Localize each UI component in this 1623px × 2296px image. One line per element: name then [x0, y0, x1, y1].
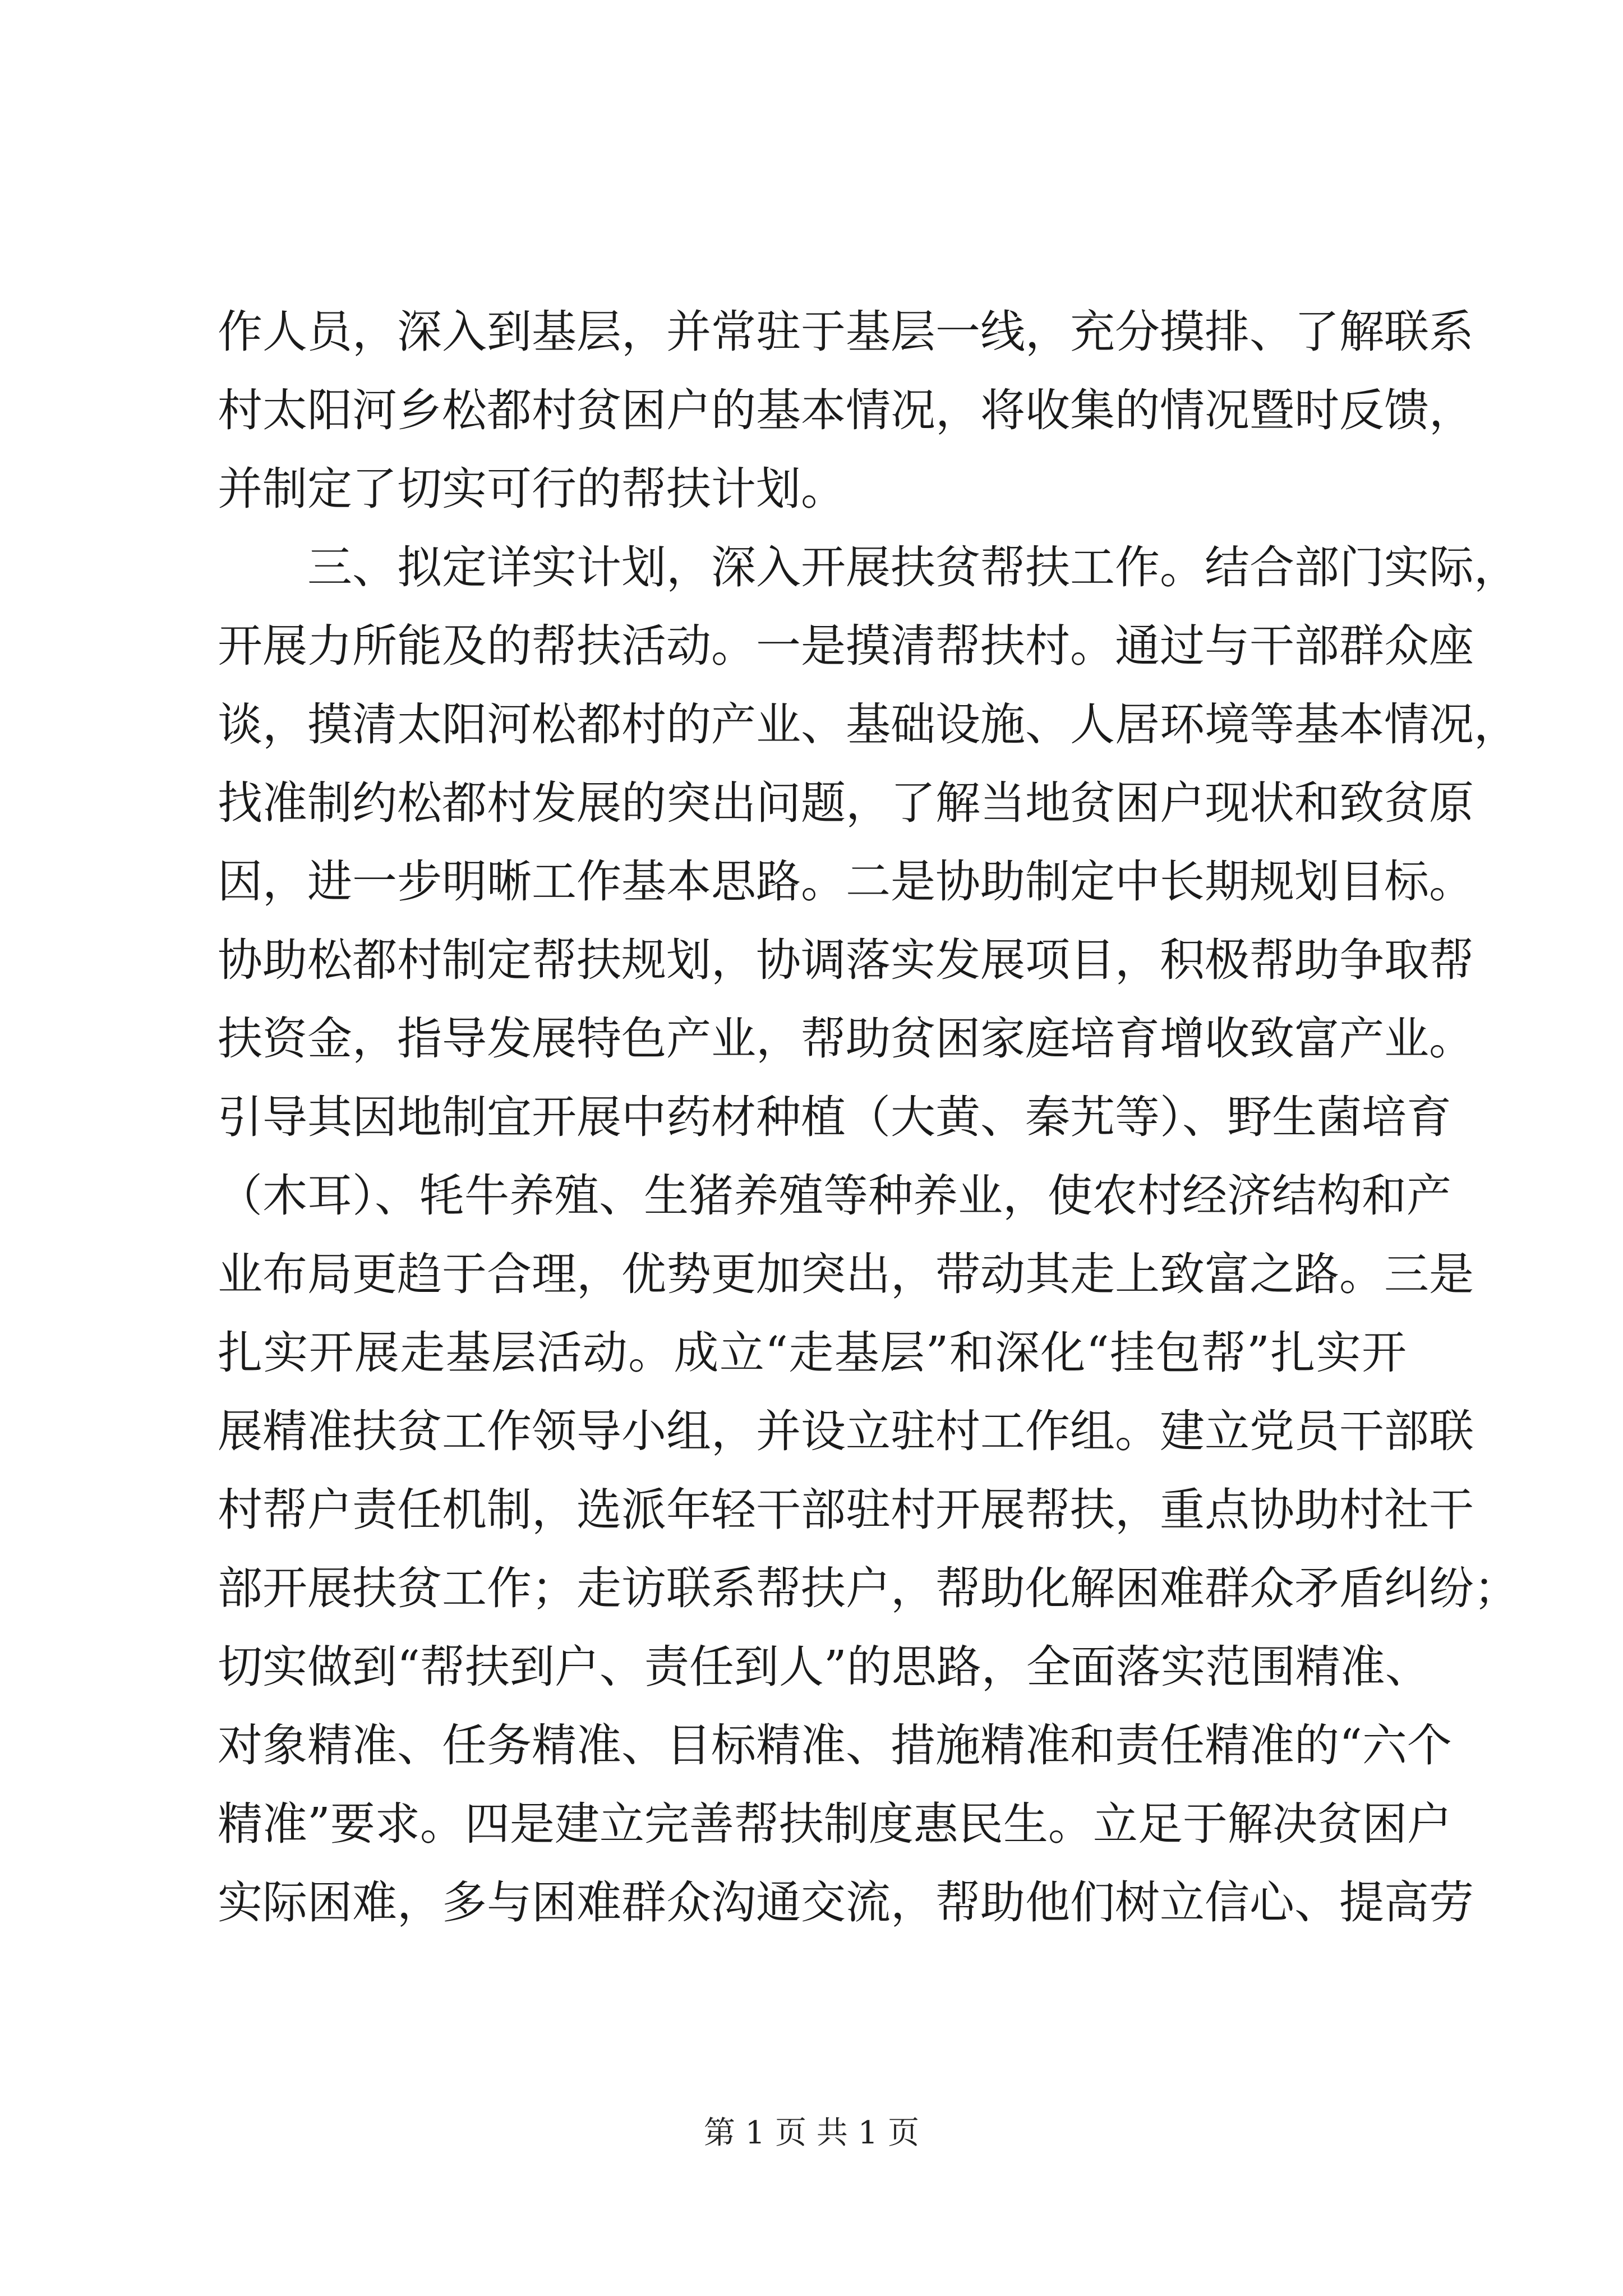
text-line: 村帮户责任机制，选派年轻干部驻村开展帮扶，重点协助村社干 — [218, 1484, 1474, 1536]
text-line: 并制定了切实可行的帮扶计划。 — [218, 463, 846, 515]
text-line: 作人员，深入到基层，并常驻于基层一线，充分摸排、了解联系 — [218, 306, 1474, 358]
text-line: 开展力所能及的帮扶活动。一是摸清帮扶村。通过与干部群众座 — [218, 620, 1474, 672]
text-line: 因，进一步明晰工作基本思路。二是协助制定中长期规划目标。 — [218, 855, 1474, 908]
text-line: 引导其因地制宜开展中药材种植（大黄、秦艽等）、野生菌培育 — [218, 1091, 1451, 1143]
text-line: 业布局更趋于合理，优势更加突出，带动其走上致富之路。三是 — [218, 1248, 1474, 1300]
text-line: 扎实开展走基层活动。成立“走基层”和深化“挂包帮”扎实开 — [218, 1327, 1407, 1379]
document-body — [218, 293, 1519, 1942]
text-line: 部开展扶贫工作；走访联系帮扶户，帮助化解困难群众矛盾纠纷； — [218, 1562, 1519, 1614]
text-line: 找准制约松都村发展的突出问题，了解当地贫困户现状和致贫原 — [218, 777, 1474, 829]
text-line: 协助松都村制定帮扶规划，协调落实发展项目，积极帮助争取帮 — [218, 934, 1474, 986]
text-line: （木耳）、牦牛养殖、生猪养殖等种养业，使农村经济结构和产 — [218, 1170, 1451, 1222]
text-line: 实际困难，多与困难群众沟通交流，帮助他们树立信心、提高劳 — [218, 1876, 1474, 1929]
text-line: 切实做到“帮扶到户、责任到人”的思路，全面落实范围精准、 — [218, 1641, 1430, 1693]
text-line: 精准”要求。四是建立完善帮扶制度惠民生。立足于解决贫困户 — [218, 1798, 1452, 1850]
text-line: 展精准扶贫工作领导小组，并设立驻村工作组。建立党员干部联 — [218, 1405, 1474, 1457]
page-footer: 第 1 页 共 1 页 — [703, 2115, 920, 2151]
text-line: 对象精准、任务精准、目标精准、措施精准和责任精准的“六个 — [218, 1719, 1452, 1772]
text-line: 扶资金，指导发展特色产业，帮助贫困家庭培育增收致富产业。 — [218, 1013, 1474, 1065]
text-line: 谈，摸清太阳河松都村的产业、基础设施、人居环境等基本情况， — [218, 698, 1519, 751]
text-line: 村太阳河乡松都村贫困户的基本情况，将收集的情况暨时反馈， — [218, 384, 1474, 436]
text-line: 三、拟定详实计划，深入开展扶贫帮扶工作。结合部门实际， — [307, 541, 1519, 593]
